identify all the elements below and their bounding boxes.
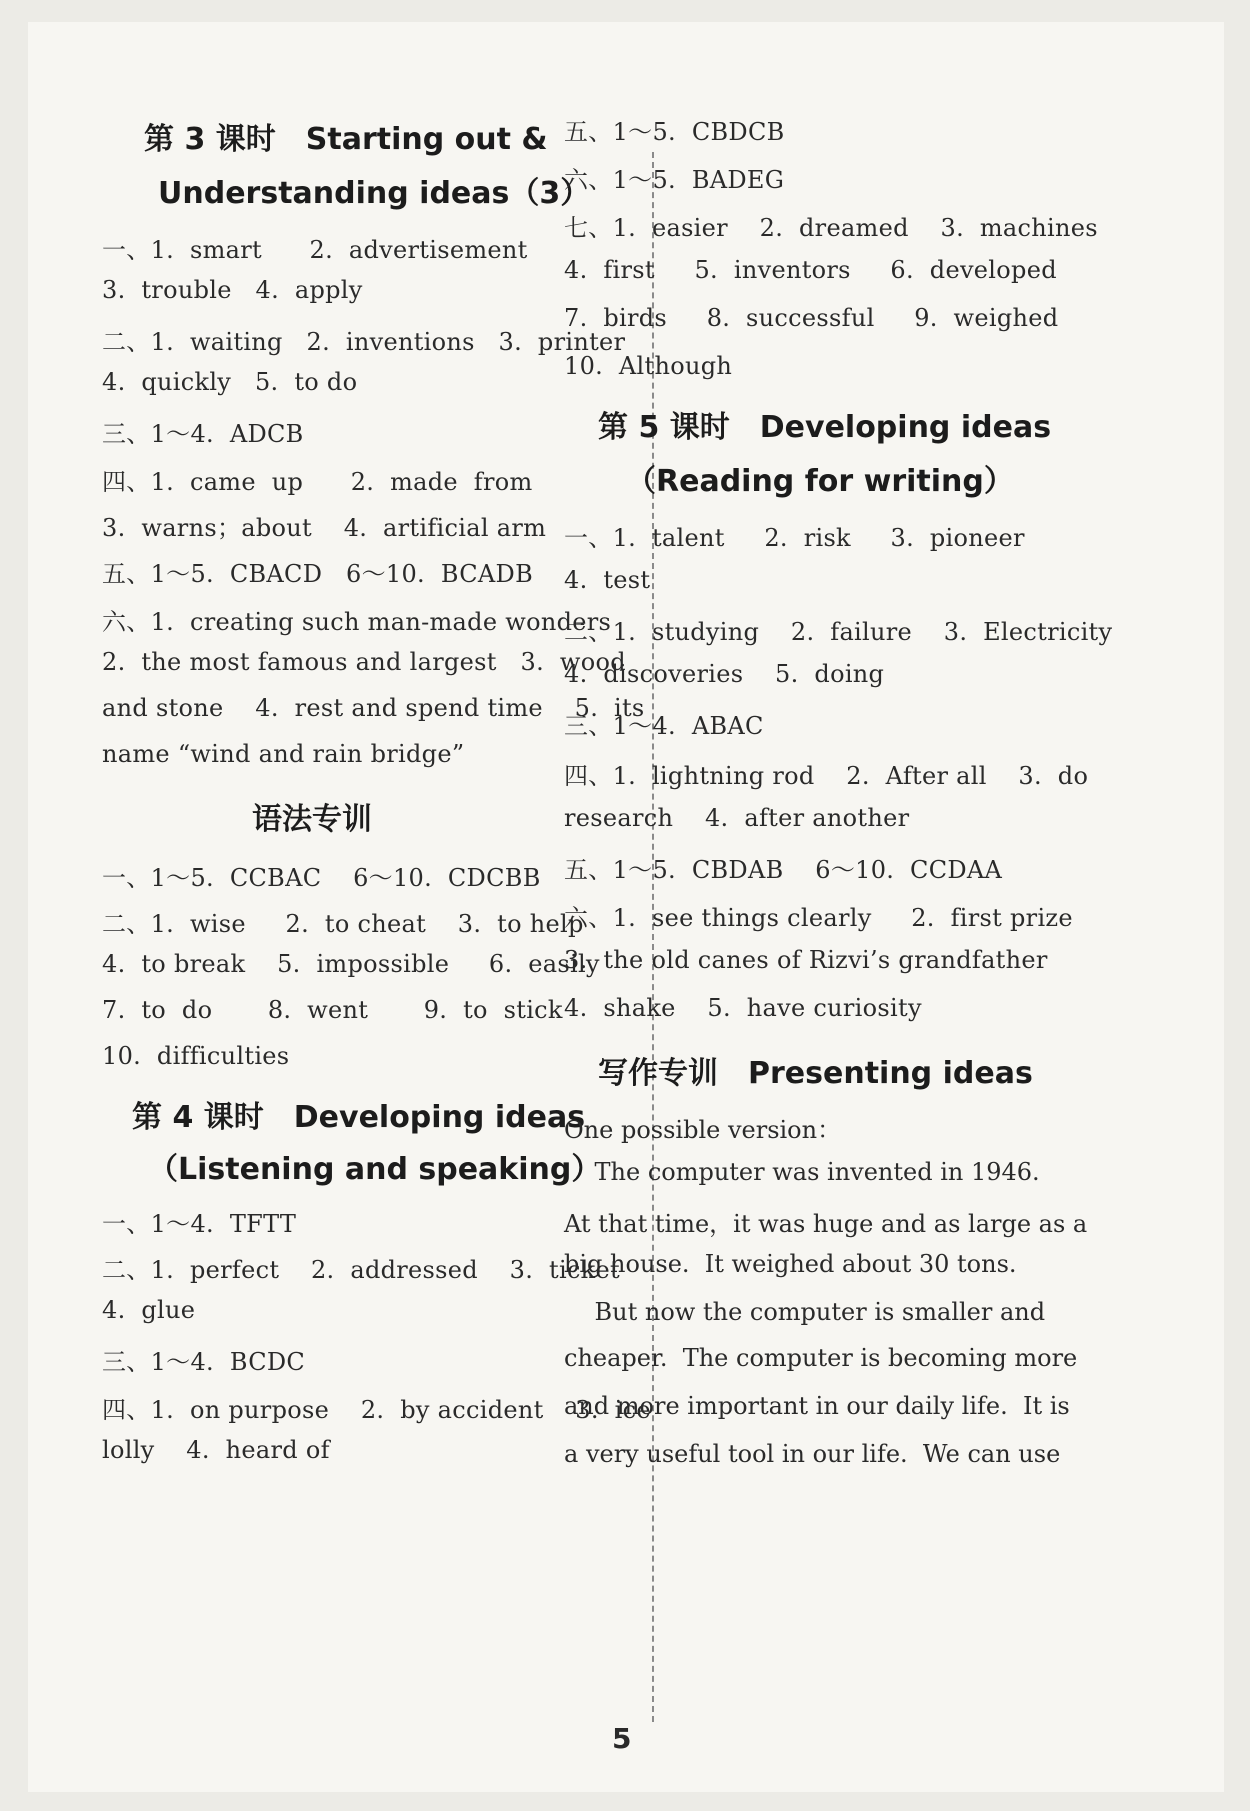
- essay-line: One possible version：: [564, 1116, 842, 1144]
- answer-line: 10. difficulties: [102, 1042, 290, 1070]
- answer-line: 4. discoveries 5. doing: [564, 660, 885, 688]
- answer-line: 4. glue: [102, 1296, 196, 1324]
- section-subtitle-lesson5: （Reading for writing）: [626, 464, 1014, 499]
- answer-line: 六、1. see things clearly 2. first prize: [564, 904, 1073, 932]
- answer-line: 7. to do 8. went 9. to stick: [102, 996, 563, 1024]
- answer-line: name “wind and rain bridge”: [102, 740, 465, 768]
- answer-line: 五、1～5. CBACD 6～10. BCADB: [102, 560, 534, 588]
- section-title-writing: 写作专训 Presenting ideas: [598, 1056, 1033, 1091]
- essay-line: cheaper. The computer is becoming more: [564, 1344, 1078, 1372]
- answer-line: 四、1. lightning rod 2. After all 3. do: [564, 762, 1089, 790]
- answer-line: 7. birds 8. successful 9. weighed: [564, 304, 1059, 332]
- column-divider: [652, 152, 654, 1722]
- section-title-grammar: 语法专训: [252, 802, 372, 837]
- answer-line: 一、1～5. CCBAC 6～10. CDCBB: [102, 864, 541, 892]
- answer-line: 六、1～5. BADEG: [564, 166, 785, 194]
- answer-line: 二、1. waiting 2. inventions 3. printer: [102, 328, 626, 356]
- answer-line: research 4. after another: [564, 804, 910, 832]
- answer-line: 4. first 5. inventors 6. developed: [564, 256, 1057, 284]
- essay-line: and more important in our daily life. It is: [564, 1392, 1070, 1420]
- answer-line: 二、1. perfect 2. addressed 3. ticket: [102, 1256, 620, 1284]
- essay-line: a very useful tool in our life. We can use: [564, 1440, 1061, 1468]
- section-title-lesson4: 第 4 课时 Developing ideas: [132, 1100, 586, 1135]
- answer-page: [28, 22, 1224, 1792]
- answer-line: 五、1～5. CBDAB 6～10. CCDAA: [564, 856, 1003, 884]
- answer-line: 2. the most famous and largest 3. wood: [102, 648, 626, 676]
- essay-line: The computer was invented in 1946.: [564, 1158, 1040, 1186]
- answer-line: 四、1. on purpose 2. by accident 3. ice: [102, 1396, 651, 1424]
- answer-line: 3. warns；about 4. artificial arm: [102, 514, 547, 542]
- answer-line: 一、1～4. TFTT: [102, 1210, 297, 1238]
- answer-line: 3. the old canes of Rizvi’s grandfather: [564, 946, 1048, 974]
- answer-line: lolly 4. heard of: [102, 1436, 330, 1464]
- answer-line: 4. shake 5. have curiosity: [564, 994, 922, 1022]
- answer-line: 四、1. came up 2. made from: [102, 468, 533, 496]
- answer-line: 一、1. smart 2. advertisement: [102, 236, 528, 264]
- section-subtitle-lesson3: Understanding ideas（3）: [158, 176, 591, 211]
- answer-line: 五、1～5. CBDCB: [564, 118, 785, 146]
- answer-line: 3. trouble 4. apply: [102, 276, 363, 304]
- answer-line: 二、1. studying 2. failure 3. Electricity: [564, 618, 1113, 646]
- section-title-lesson5: 第 5 课时 Developing ideas: [598, 410, 1052, 445]
- essay-line: But now the computer is smaller and: [564, 1298, 1046, 1326]
- answer-line: 二、1. wise 2. to cheat 3. to help: [102, 910, 584, 938]
- answer-line: 六、1. creating such man-made wonders: [102, 608, 612, 636]
- answer-line: and stone 4. rest and spend time 5. its: [102, 694, 645, 722]
- answer-line: 三、1～4. BCDC: [102, 1348, 306, 1376]
- answer-line: 三、1～4. ABAC: [564, 712, 764, 740]
- section-title-lesson3: 第 3 课时 Starting out &: [144, 122, 548, 157]
- answer-line: 一、1. talent 2. risk 3. pioneer: [564, 524, 1025, 552]
- page-number: 5: [612, 1722, 632, 1755]
- section-subtitle-lesson4: （Listening and speaking）: [148, 1152, 602, 1187]
- essay-line: At that time，it was huge and as large as a: [564, 1210, 1088, 1238]
- answer-line: 三、1～4. ADCB: [102, 420, 304, 448]
- essay-line: big house. It weighed about 30 tons.: [564, 1250, 1017, 1278]
- answer-line: 10. Although: [564, 352, 733, 380]
- answer-line: 4. test: [564, 566, 651, 594]
- answer-line: 七、1. easier 2. dreamed 3. machines: [564, 214, 1098, 242]
- answer-line: 4. to break 5. impossible 6. easily: [102, 950, 600, 978]
- answer-line: 4. quickly 5. to do: [102, 368, 358, 396]
